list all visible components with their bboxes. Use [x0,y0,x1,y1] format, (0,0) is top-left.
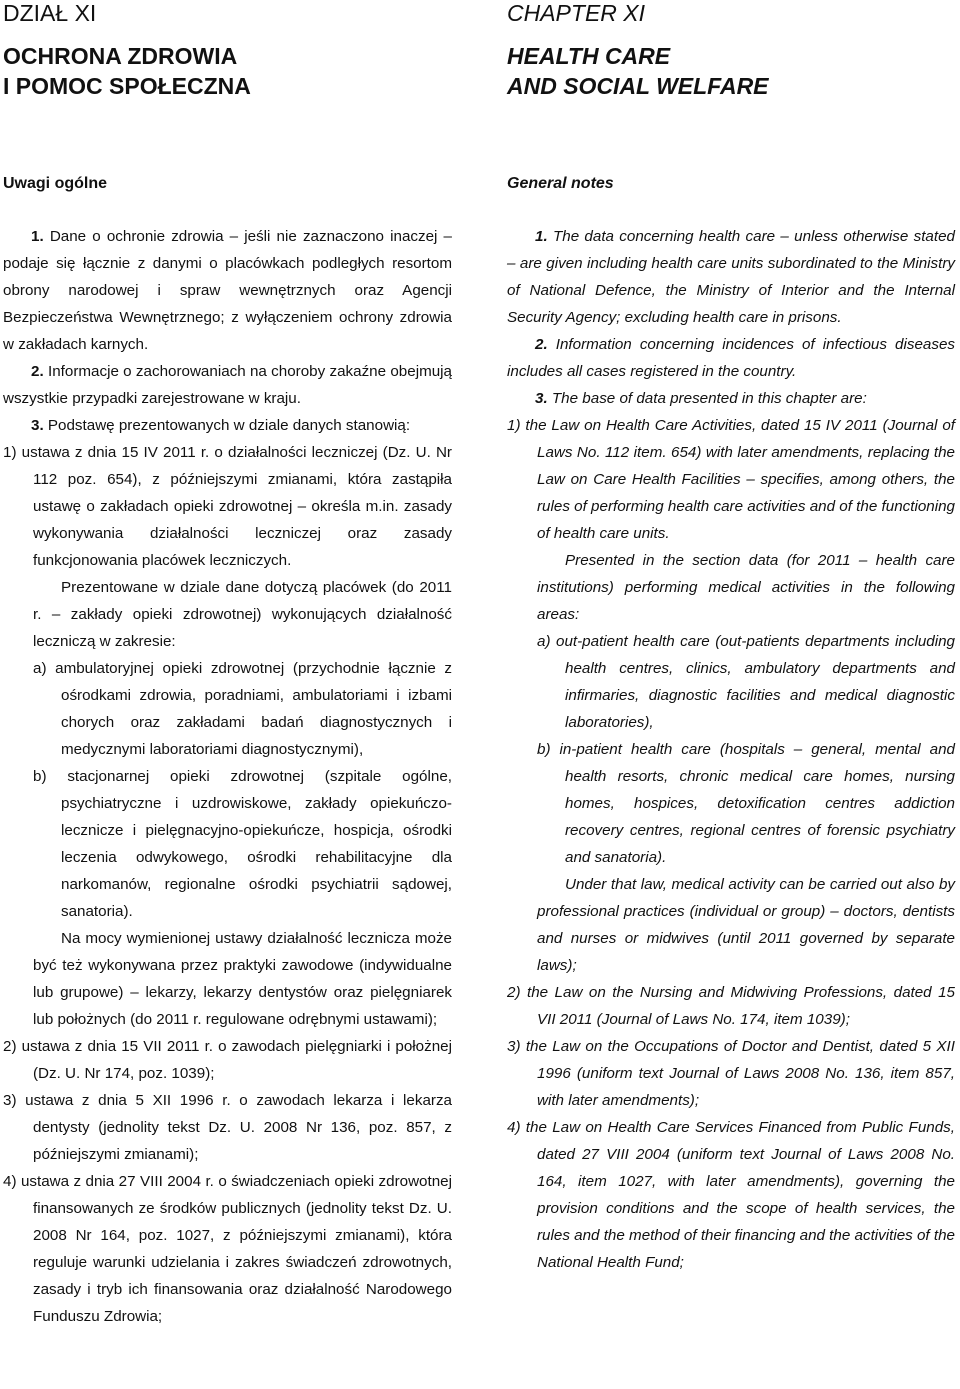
english-column [507,0,955,1271]
note-3-pl [3,412,452,439]
law-item-1-a-pl: a) ambulatoryjnej opieki zdrowotnej (przychodnie łącznie z ośrodkami zdrowia, poradniami, ambulatoriami i izbami chorych oraz zakładami badań diagnostycznych i medycznymi laboratoriami diagnostycznymi), [33,660,452,758]
law-item-1-a-en: a) out-patient health care (out-patients departments including health centres, clinics, ambulatory departments and infirmaries, diagnostic facilities and medical diagnostic laboratories), [537,633,955,731]
note-1-number: 1. [535,228,548,245]
law-item-2-en: 2) the Law on the Nursing and Midwiving Professions, dated 15 VII 2011 (Journal of Laws No. 174, item 1039); [507,984,955,1028]
law-item-1-para2-en: Presented in the section data (for 2011 – health care institutions) performing medical activities in the following areas: [537,552,955,623]
law-item-3-en: 3) the Law on the Occupations of Doctor and Dentist, dated 5 XII 1996 (uniform text Journal of Laws 2008 No. 136, item 857, with later amendments); [507,1038,955,1109]
note-1-pl [3,223,452,358]
note-2-en [507,331,955,385]
note-3-number: 3. [535,390,548,407]
chapter-title-pl-line2: I POMOC SPOŁECZNA [3,73,251,99]
note-3-en [507,385,955,412]
notes-body-pl [3,223,452,1330]
note-2-pl [3,358,452,412]
note-1-text: Dane o ochronie zdrowia – jeśli nie zaznaczono inaczej – podaje się łącznie z danymi o placówkach podległych resortom obrony narodowej i spraw wewnętrznych oraz Agencji Bezpieczeństwa Wewnętrznego; z wyłączeniem ochrony zdrowia w zakładach karnych. [3,228,452,353]
chapter-label-en: CHAPTER XI [507,0,646,26]
law-item-3-pl: 3) ustawa z dnia 5 XII 1996 r. o zawodach lekarza i lekarza dentysty (jednolity tekst Dz. U. 2008 Nr 136, poz. 857, z późniejszymi zmianami); [3,1092,452,1163]
law-item-2-pl: 2) ustawa z dnia 15 VII 2011 r. o zawodach pielęgniarki i położnej (Dz. U. Nr 174, poz. 1039); [3,1038,452,1082]
law-item-4-pl: 4) ustawa z dnia 27 VIII 2004 r. o świadczeniach opieki zdrowotnej finansowanych ze środków publicznych (jednolity tekst Dz. U. 2008 Nr 164, poz. 1027, z późniejszymi zmianami), która reguluje warunki udzielania i zakres świadczeń zdrowotnych, zasady i tryb ich finansowania oraz działalność Narodowego Funduszu Zdrowia; [3,1173,452,1325]
law-item-4-en: 4) the Law on Health Care Services Financed from Public Funds, dated 27 VIII 2004 (uniform text Journal of Laws 2008 No. 164, item 1027, with later amendments), governing the provision conditions and the scope of health services, the rules and the method of their financing and the activities of the National Health Fund; [507,1119,955,1271]
note-2-text: Informacje o zachorowaniach na choroby zakaźne obejmują wszystkie przypadki zarejestrowane w kraju. [3,363,452,407]
note-2-number: 2. [31,363,44,380]
chapter-title-en [507,41,955,101]
note-3-number: 3. [31,417,44,434]
general-notes-heading-pl: Uwagi ogólne [3,175,107,192]
law-item-1-pl: 1) ustawa z dnia 15 IV 2011 r. o działalności leczniczej (Dz. U. Nr 112 poz. 654), z późniejszymi zmianami, która zastąpiła ustawę o zakładach opieki zdrowotnej – określa m.in. zasady wykonywania działalności leczniczej oraz zasady funkcjonowania placówek leczniczych. [3,444,452,569]
note-1-en [507,223,955,331]
law-item-1-para3-en: Under that law, medical activity can be carried out also by professional practices (individual or group) – doctors, dentists and nurses or midwives (until 2011 governed by separate laws); [537,876,955,974]
notes-body-en [507,223,955,1276]
note-2-text: Information concerning incidences of infectious diseases includes all cases registered in the country. [507,336,955,380]
law-item-1-para2-pl: Prezentowane w dziale dane dotyczą placówek (do 2011 r. – zakłady opieki zdrowotnej) wykonujących działalność leczniczą w zakresie: [33,579,452,650]
note-2-number: 2. [535,336,548,353]
law-item-1-para3-pl: Na mocy wymienionej ustawy działalność lecznicza może być też wykonywana przez praktyki zawodowe (indywidualne lub grupowe) – lekarzy, lekarzy dentystów oraz pielęgniarek lub położnych (do 2011 r. regulowane odrębnymi ustawami); [33,930,452,1028]
chapter-title-en-line2: AND SOCIAL WELFARE [507,73,769,99]
note-1-text: The data concerning health care – unless otherwise stated – are given including health care units subordinated to the Ministry of National Defence, the Ministry of Interior and the Internal Security Agency; excluding health care in prisons. [507,228,955,326]
polish-column [3,0,452,1325]
chapter-title-pl-line1: OCHRONA ZDROWIA [3,43,238,69]
chapter-label-pl: DZIAŁ XI [3,0,97,26]
law-item-1-b-en: b) in-patient health care (hospitals – general, mental and health resorts, chronic medical care homes, nursing homes, hospices, detoxification centres addiction recovery centres, regional centres of forensic psychiatry and sanatoria). [537,741,955,866]
note-1-number: 1. [31,228,44,245]
chapter-title-en-line1: HEALTH CARE [507,43,671,69]
note-3-text: The base of data presented in this chapter are: [551,390,867,407]
chapter-title-pl [3,41,452,101]
law-item-1-en: 1) the Law on Health Care Activities, dated 15 IV 2011 (Journal of Laws No. 112 item. 654) with later amendments, replacing the Law on Care Health Facilities – specifies, among others, the rules of performing health care activities and of the functioning of health care units. [507,417,955,542]
general-notes-heading-en: General notes [507,175,614,192]
note-3-text: Podstawę prezentowanych w dziale danych stanowią: [47,417,411,434]
law-item-1-b-pl: b) stacjonarnej opieki zdrowotnej (szpitale ogólne, psychiatryczne i uzdrowiskowe, zakłady opiekuńczo-lecznicze i pielęgnacyjno-opiekuńcze, hospicja, ośrodki leczenia odwykowego, ośrodki rehabilitacyjne dla narkomanów, regionalne ośrodki psychiatrii sądowej, sanatoria). [33,768,452,920]
